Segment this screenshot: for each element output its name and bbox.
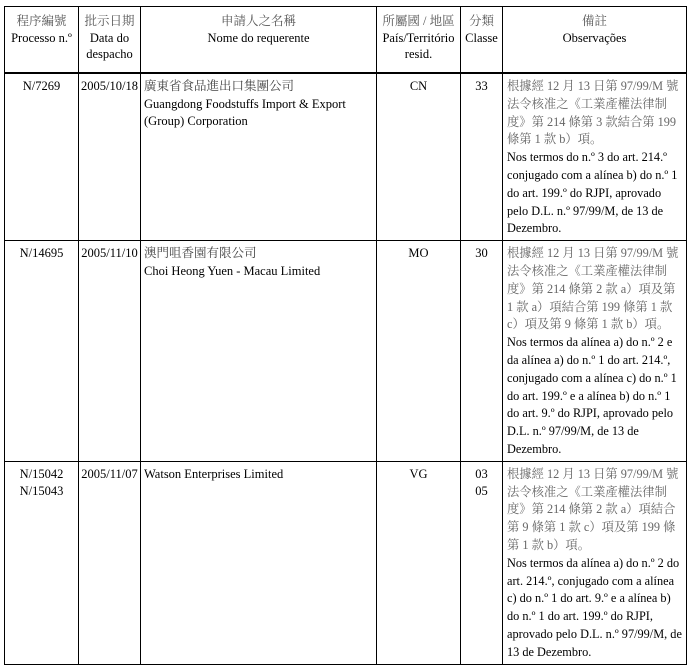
class-number: 30	[475, 246, 488, 261]
header-processo	[5, 7, 79, 74]
observations-cell	[503, 73, 687, 241]
applicant-name-en: Guangdong Foodstuffs Import & Export (Group) Corporation	[144, 96, 346, 129]
country-cell: CN	[377, 73, 461, 241]
processo-number: N/7269	[22, 79, 61, 93]
header-pais	[377, 7, 461, 74]
applicant-name-zh: 廣東省食品進出口集團公司	[144, 79, 295, 93]
observations-cell	[503, 241, 687, 462]
date-cell: 2005/10/18	[79, 73, 141, 241]
header-data-zh: 批示日期	[84, 14, 135, 28]
name-cell	[141, 73, 377, 241]
processo-cell	[5, 73, 79, 241]
class-cell	[461, 241, 503, 462]
observations-pt: Nos termos do n.º 3 do art. 214.º conjugado com a alínea b) do n.º 1 do art. 199.º do RJPI, aprovado pelo D.L. n.º 97/99/M, de 13 de Dezembro.	[507, 150, 678, 236]
observations-zh: 根據經 12 月 13 日第 97/99/M 號法令核准之《工業產權法律制度》第 214 條第 3 款結合第 199 條第 1 款 b）項。	[507, 79, 679, 147]
header-nome	[141, 7, 377, 74]
header-processo-zh: 程序編號	[16, 14, 67, 28]
class-cell	[461, 73, 503, 241]
header-data-pt: Data do despacho	[86, 30, 133, 61]
header-nome-pt: Nome do requerente	[207, 30, 310, 45]
header-obs	[503, 7, 687, 74]
trademark-decisions-table	[4, 6, 687, 665]
table-row	[5, 241, 687, 462]
class-cell	[461, 461, 503, 664]
observations-zh: 根據經 12 月 13 日第 97/99/M 號法令核准之《工業產權法律制度》第 214 條第 2 款 a）項及第 1 款 a）項結合第 199 條第 1 款 c）項及第 9 條第 1 款 b）項。	[507, 246, 679, 332]
header-classe	[461, 7, 503, 74]
table-row	[5, 461, 687, 664]
header-classe-zh: 分類	[468, 14, 494, 28]
table-row	[5, 73, 687, 241]
country-cell: MO	[377, 241, 461, 462]
processo-number: N/14695	[19, 246, 64, 261]
applicant-name-en: Choi Heong Yuen - Macau Limited	[144, 263, 321, 278]
applicant-name-zh: 澳門咀香園有限公司	[144, 246, 257, 261]
processo-number: N/15042	[19, 466, 64, 481]
observations-pt: Nos termos da alínea a) do n.º 2 do art. 214.º, conjugado com a alínea c) do n.º 1 do art. 9.º e a alínea b) do n.º 1 do art. 199.º do RJPI, aprovado pelo D.L. n.º 97/99/M, de 13 de Dezembro.	[507, 555, 682, 659]
country-cell: VG	[377, 461, 461, 664]
class-number: 05	[475, 484, 488, 499]
observations-cell	[503, 461, 687, 664]
applicant-name-en: Watson Enterprises Limited	[144, 466, 284, 481]
header-nome-zh: 申請人之名稱	[220, 14, 296, 28]
header-obs-pt: Observações	[562, 30, 627, 45]
name-cell	[141, 461, 377, 664]
date-cell: 2005/11/07	[79, 461, 141, 664]
header-obs-zh: 備註	[581, 14, 607, 28]
processo-number: N/15043	[19, 484, 64, 499]
header-pais-pt: País/Território resid.	[382, 30, 455, 61]
class-number: 03	[475, 466, 488, 481]
class-number: 33	[475, 79, 488, 93]
header-processo-pt: Processo n.º	[11, 30, 72, 45]
header-data	[79, 7, 141, 74]
date-cell: 2005/11/10	[79, 241, 141, 462]
name-cell	[141, 241, 377, 462]
processo-cell	[5, 241, 79, 462]
observations-zh: 根據經 12 月 13 日第 97/99/M 號法令核准之《工業產權法律制度》第 214 條第 2 款 a）項結合第 9 條第 1 款 c）項及第 199 條第 1 款 b）項。	[507, 466, 679, 552]
header-classe-pt: Classe	[465, 30, 498, 45]
header-pais-zh: 所屬國 / 地區	[382, 14, 455, 28]
observations-pt: Nos termos da alínea a) do n.º 2 e da alínea a) do n.º 1 do art. 214.º, conjugado com a alínea c) do n.º 1 do art. 199.º e a alínea b) do n.º 1 do art. 9.º do RJPI, aprovado pelo D.L. n.º 97/99/M, de 13 de Dezembro.	[507, 335, 677, 456]
header-row	[5, 7, 687, 74]
processo-cell	[5, 461, 79, 664]
